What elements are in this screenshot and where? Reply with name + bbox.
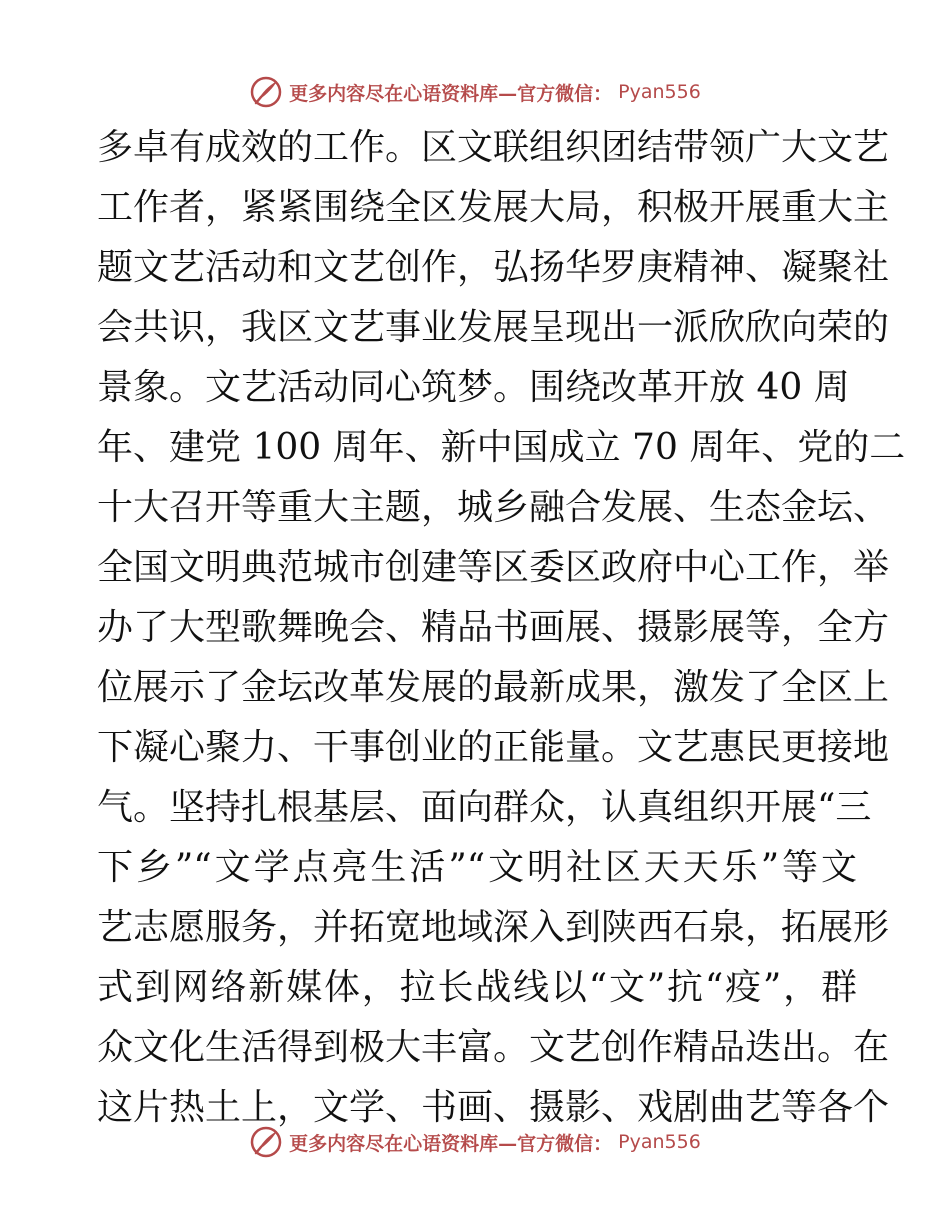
text-line: 年、建党 100 周年、新中国成立 70 周年、党的二 <box>97 427 906 468</box>
quill-pen-logo-icon <box>249 1125 283 1159</box>
text-line: 艺志愿服务，并拓宽地域深入到陕西石泉，拓展形 <box>97 907 890 948</box>
text-line: 景象。文艺活动同心筑梦。围绕改革开放 40 周 <box>97 367 850 408</box>
text-line: 工作者，紧紧围绕全区发展大局，积极开展重大主 <box>97 187 890 228</box>
text-line: 多卓有成效的工作。区文联组织团结带领广大文艺 <box>97 127 890 168</box>
body-text <box>97 118 906 1138</box>
footer-watermark <box>0 1122 950 1162</box>
text-line: 题文艺活动和文艺创作，弘扬华罗庚精神、凝聚社 <box>97 247 890 288</box>
text-line: 众文化生活得到极大丰富。文艺创作精品迭出。在 <box>97 1027 890 1068</box>
text-line: 十大召开等重大主题，城乡融合发展、生态金坛、 <box>97 487 890 528</box>
watermark-text: 更多内容尽在心语资料库—官方微信： <box>289 82 613 105</box>
text-line: 这片热土上，文学、书画、摄影、戏剧曲艺等各个 <box>97 1087 890 1128</box>
text-line: 全国文明典范城市创建等区委区政府中心工作，举 <box>97 547 890 588</box>
header-watermark <box>0 72 950 112</box>
watermark-wechat-id: Pyan556 <box>618 1131 701 1153</box>
watermark-wechat-id: Pyan556 <box>618 81 701 103</box>
text-line: 会共识，我区文艺事业发展呈现出一派欣欣向荣的 <box>97 307 890 348</box>
quill-pen-logo-icon <box>249 75 283 109</box>
text-line: 办了大型歌舞晚会、精品书画展、摄影展等，全方 <box>97 607 890 648</box>
text-line: 位展示了金坛改革发展的最新成果，激发了全区上 <box>97 667 890 708</box>
text-line: 式到网络新媒体，拉长战线以“文”抗“疫”，群 <box>97 967 857 1008</box>
text-line: 气。坚持扎根基层、面向群众，认真组织开展“三 <box>97 787 872 828</box>
text-line: 下乡”“文学点亮生活”“文明社区天天乐”等文 <box>97 847 857 888</box>
text-line: 下凝心聚力、干事创业的正能量。文艺惠民更接地 <box>97 727 890 768</box>
watermark-text: 更多内容尽在心语资料库—官方微信： <box>289 1132 613 1155</box>
